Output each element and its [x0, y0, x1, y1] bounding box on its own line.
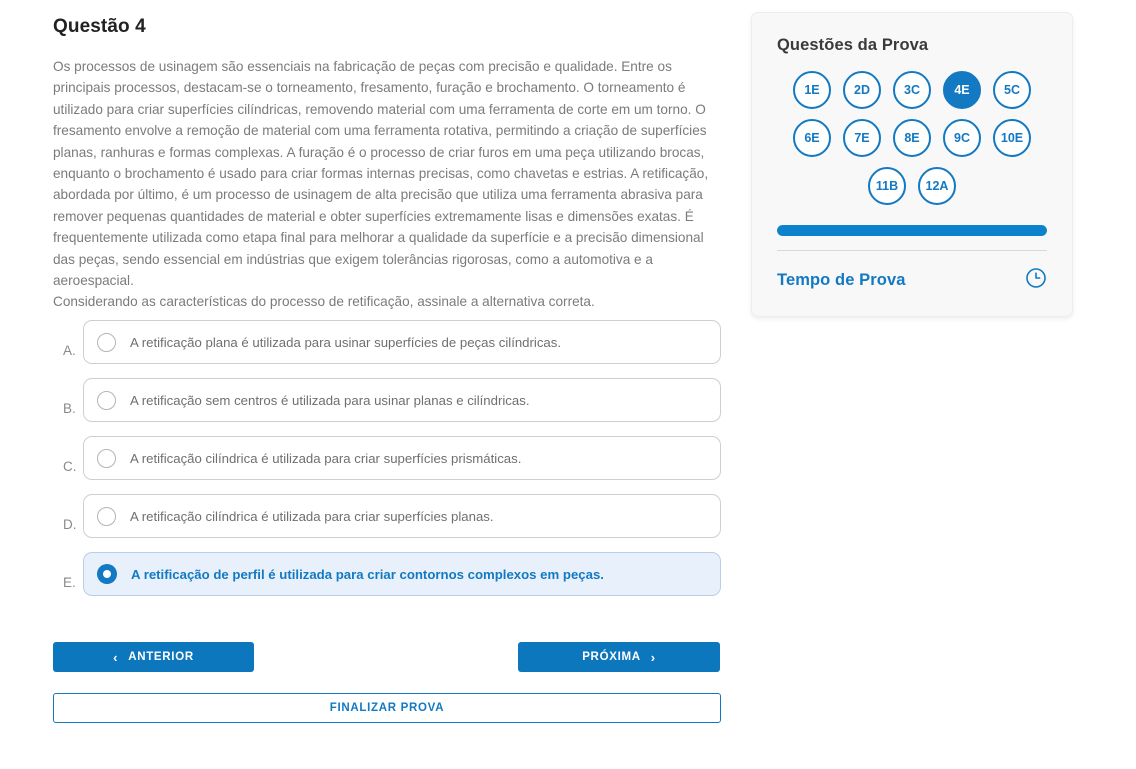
option-row-d — [53, 494, 721, 538]
question-paragraph-1: Os processos de usinagem são essenciais na fabricação de peças com precisão e qualidade. Entre os principais processos, destacam-se o torneamento, fresamento, furação e brochamento. O torneamento é utilizado para criar superfícies cilíndricas, removendo material com uma ferramenta de corte em um torno. O fresamento envolve a remoção de material com uma ferramenta rotativa, permitindo a criação de superfícies planas, ranhuras e formas complexas. A furação é o processo de criar furos em uma peça utilizando brocas, enquanto o brochamento é usado para criar formas internas precisas, como chavetas e estrias. A retificação, abordada por último, é um processo de usinagem de alta precisão que utiliza uma ferramenta abrasiva para remover pequenas quantidades de material e obter superfícies extremamente lisas e dimensões exatas. É frequentemente utilizada como etapa final para melhorar a qualidade da superfície e a precisão dimensional das peças, sendo essencial em indústrias que exigem tolerâncias rigorosas, como a automotiva e a aeroespacial. — [53, 59, 709, 289]
option-button-c[interactable] — [83, 436, 721, 480]
option-button-a[interactable] — [83, 320, 721, 364]
chevron-left-icon: ‹ — [113, 649, 119, 665]
option-button-e[interactable] — [83, 552, 721, 596]
exam-questions-panel — [751, 12, 1073, 317]
question-nav-5[interactable]: 5C — [993, 71, 1031, 109]
option-row-b — [53, 378, 721, 422]
next-button-label: PRÓXIMA — [582, 651, 641, 663]
panel-title: Questões da Prova — [777, 36, 929, 54]
option-text-b: A retificação sem centros é utilizada para usinar planas e cilíndricas. — [130, 392, 530, 408]
previous-question-button[interactable] — [53, 642, 254, 672]
option-text-d: A retificação cilíndrica é utilizada para criar superfícies planas. — [130, 508, 494, 524]
question-nav-2[interactable]: 2D — [843, 71, 881, 109]
exam-time-label: Tempo de Prova — [777, 271, 906, 289]
question-container — [53, 16, 721, 313]
previous-button-label: ANTERIOR — [128, 651, 194, 663]
question-nav-10[interactable]: 10E — [993, 119, 1031, 157]
question-paragraph-2: Considerando as características do processo de retificação, assinale a alternativa correta. — [53, 294, 595, 310]
option-row-a — [53, 320, 721, 364]
exam-time-row — [777, 267, 1047, 294]
option-letter-e: E. — [63, 575, 76, 590]
radio-icon-d[interactable] — [97, 507, 116, 526]
radio-icon-c[interactable] — [97, 449, 116, 468]
exam-progress-bar — [777, 225, 1047, 236]
question-nav-6[interactable]: 6E — [793, 119, 831, 157]
option-text-e: A retificação de perfil é utilizada para criar contornos complexos em peças. — [131, 566, 604, 582]
question-nav-7[interactable]: 7E — [843, 119, 881, 157]
chevron-right-icon: › — [650, 649, 656, 665]
question-nav-3[interactable]: 3C — [893, 71, 931, 109]
option-text-a: A retificação plana é utilizada para usinar superfícies de peças cilíndricas. — [130, 334, 562, 350]
radio-icon-a[interactable] — [97, 333, 116, 352]
page-title: Questão 4 — [53, 16, 146, 37]
question-nav-4[interactable]: 4E — [943, 71, 981, 109]
finish-exam-button[interactable]: FINALIZAR PROVA — [53, 693, 721, 723]
options-list — [53, 320, 721, 610]
option-button-d[interactable] — [83, 494, 721, 538]
option-letter-a: A. — [63, 343, 76, 358]
radio-icon-e-selected[interactable] — [97, 564, 117, 584]
option-letter-c: C. — [63, 459, 77, 474]
question-nav-8[interactable]: 8E — [893, 119, 931, 157]
question-nav-12[interactable]: 12A — [918, 167, 956, 205]
question-statement — [53, 56, 721, 313]
question-nav-9[interactable]: 9C — [943, 119, 981, 157]
panel-divider — [777, 250, 1047, 251]
question-number-grid — [777, 71, 1047, 205]
radio-icon-b[interactable] — [97, 391, 116, 410]
option-letter-d: D. — [63, 517, 77, 532]
option-row-c — [53, 436, 721, 480]
option-letter-b: B. — [63, 401, 76, 416]
option-text-c: A retificação cilíndrica é utilizada para criar superfícies prismáticas. — [130, 450, 522, 466]
next-question-button[interactable] — [518, 642, 720, 672]
question-nav-1[interactable]: 1E — [793, 71, 831, 109]
navigation-bar — [53, 642, 721, 672]
clock-icon[interactable] — [1025, 267, 1047, 294]
exam-progress-fill — [777, 225, 1047, 236]
option-row-e — [53, 552, 721, 596]
option-button-b[interactable] — [83, 378, 721, 422]
question-nav-11[interactable]: 11B — [868, 167, 906, 205]
